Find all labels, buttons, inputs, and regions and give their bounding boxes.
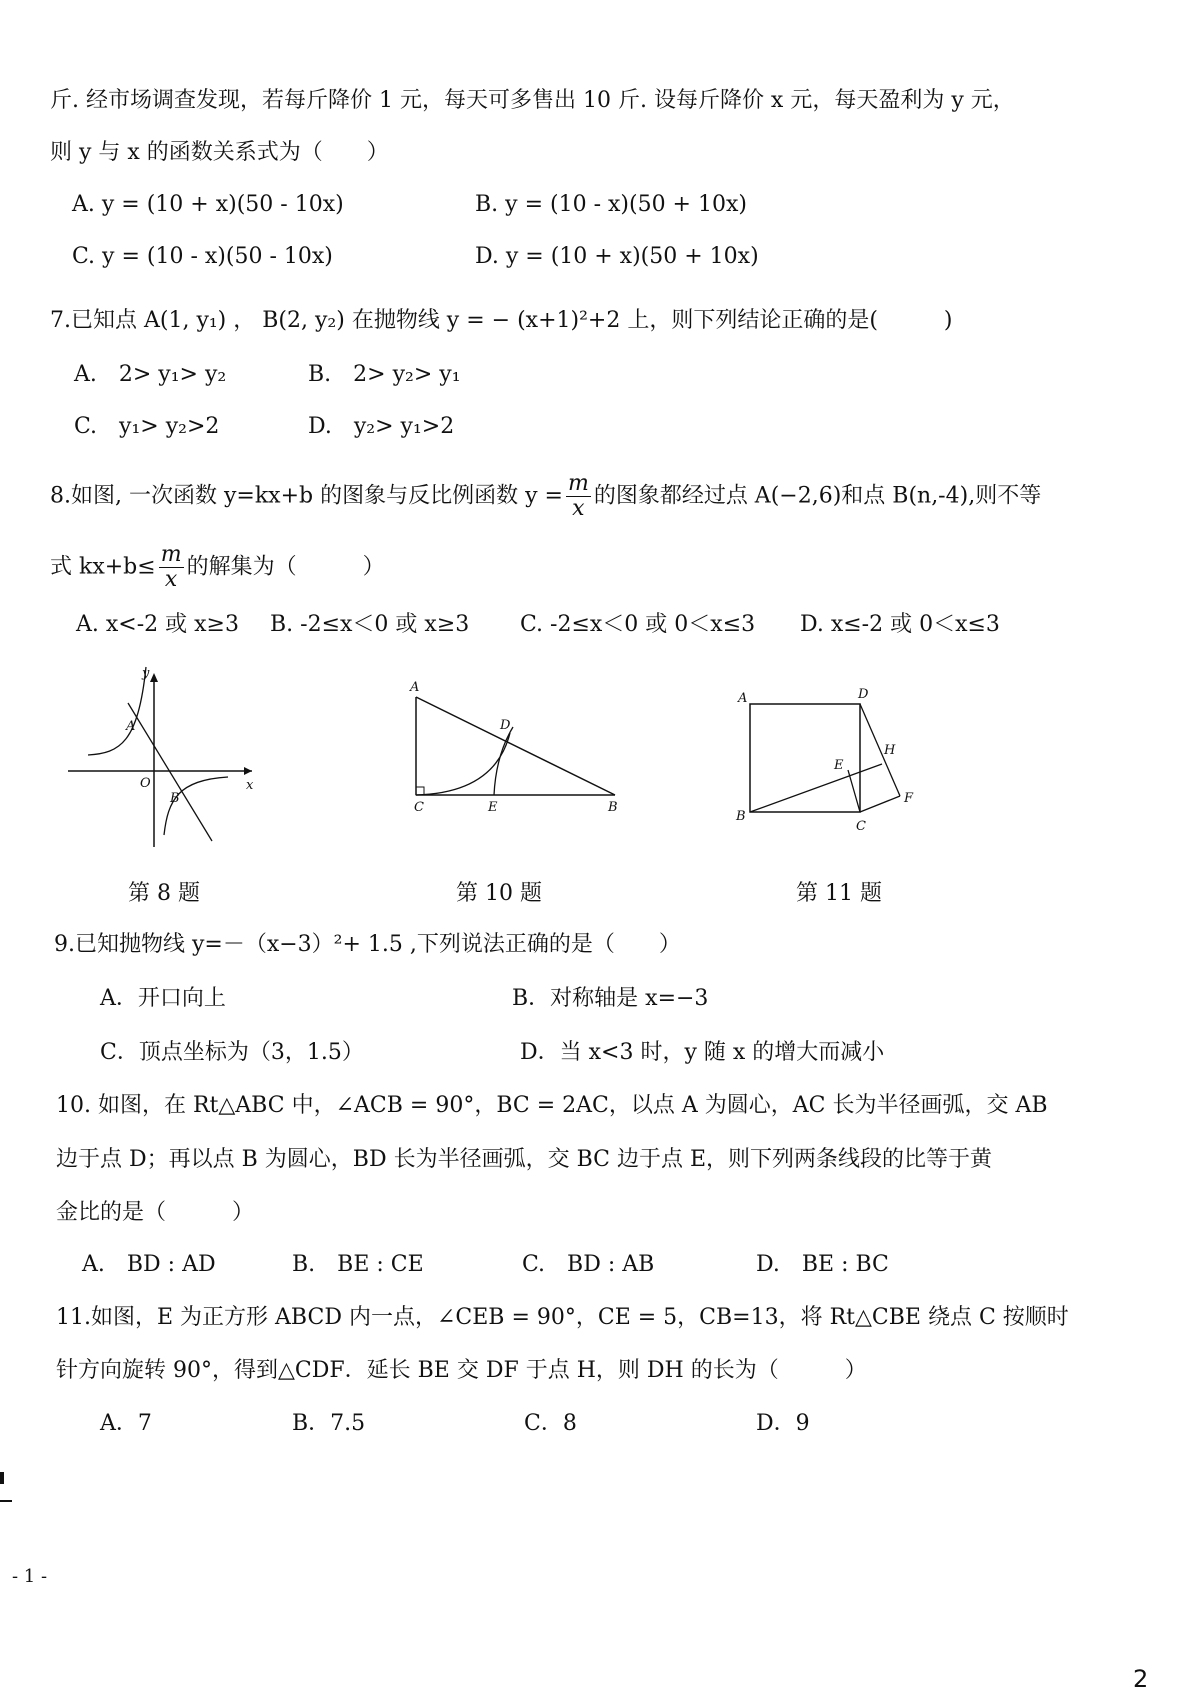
segment-bh [750, 764, 882, 812]
q10-line-2: 边于点 D；再以点 B 为圆心，BD 长为半径画弧，交 BC 边于点 E，则下列两条线段的比等于黄 [56, 1147, 993, 1172]
q11-option-d: D．9 [756, 1411, 810, 1436]
q10-option-b: B. BE : CE [292, 1252, 424, 1277]
q11-line-1: 11.如图，E 为正方形 ABCD 内一点，∠CEB = 90°，CE = 5，CB=13，将 Rt△CBE 绕点 C 按顺时 [56, 1305, 1069, 1330]
q9-option-d: D．当 x<3 时，y 随 x 的增大而减小 [520, 1040, 885, 1065]
label-o: O [140, 776, 151, 791]
q9-stem: 9.已知抛物线 y=－（x−3）²+ 1.5 ,下列说法正确的是（ ） [54, 932, 681, 957]
q8-option-d: D. x≤-2 或 0＜x≤3 [800, 612, 1000, 637]
q8-stem-part-4: 的解集为（ ） [186, 554, 385, 580]
q6-option-b: B. y = (10 - x)(50 + 10x) [475, 192, 747, 217]
page-number: 2 [1133, 1665, 1149, 1693]
q9-option-a: A．开口向上 [100, 986, 226, 1011]
q7-option-a: A. 2> y₁> y₂ [74, 362, 227, 387]
label-y: y [142, 666, 150, 681]
y-axis-arrow [150, 673, 158, 682]
label-a: A [738, 691, 748, 706]
fraction-m-over-x: $\frac{m}{x}$ [567, 471, 589, 522]
x-axis-arrow [244, 767, 252, 775]
label-e: E [834, 758, 844, 773]
q8-stem-line-1 [50, 472, 1041, 521]
label-c: C [856, 819, 866, 834]
q8-option-a: A. x<-2 或 x≥3 [76, 612, 239, 637]
hyperbola-branch-upper [88, 667, 146, 755]
square-abcd [750, 704, 860, 812]
q11-option-c: C．8 [524, 1411, 577, 1436]
hyperbola-branch-lower [164, 777, 228, 835]
q11-line-2: 针方向旋转 90°，得到△CDF．延长 BE 交 DF 于点 H，则 DH 的长为（ ） [56, 1358, 867, 1383]
label-b: B [736, 809, 746, 824]
segment-ab [416, 697, 615, 795]
q8-stem-part-1: 8.如图, 一次函数 y=kx+b 的图象与反比例函数 y = [50, 483, 563, 509]
q10-option-a: A. BD : AD [82, 1252, 216, 1277]
fraction-m-over-x-2: $\frac{m}{x}$ [160, 542, 182, 593]
label-a: A [410, 680, 420, 695]
q8-option-c: C. -2≤x＜0 或 0＜x≤3 [520, 612, 756, 637]
segment-ec [848, 770, 860, 812]
figure-10-triangle [400, 675, 640, 815]
q7-option-b: B. 2> y₂> y₁ [308, 362, 461, 387]
q10-option-d: D. BE : BC [756, 1252, 889, 1277]
q8-stem-line-2 [50, 543, 385, 592]
label-d: D [500, 718, 511, 733]
figure-11-square [730, 682, 940, 837]
figure-8-caption: 第 8 题 [128, 881, 200, 906]
scan-mark [0, 1472, 4, 1484]
label-b: B [608, 800, 618, 815]
label-f: F [904, 791, 914, 806]
q8-stem-part-3: 式 kx+b≤ [50, 554, 156, 580]
q10-option-c: C. BD : AB [522, 1252, 655, 1277]
q7-stem: 7.已知点 A(1, y₁) ， B(2, y₂) 在抛物线 y = − (x+1)²+2 上，则下列结论正确的是( ) [50, 308, 953, 333]
label-h: H [884, 743, 896, 758]
right-angle-mark [416, 787, 424, 795]
arc-centered-a [416, 733, 510, 795]
segment-cf [860, 796, 900, 812]
page-marker: - 1 - [12, 1566, 48, 1587]
label-x: x [246, 778, 254, 793]
label-c: C [414, 800, 424, 815]
label-d: D [858, 687, 869, 702]
figure-8-graph [60, 665, 260, 850]
figure-11-caption: 第 11 题 [796, 881, 882, 906]
label-a: A [126, 719, 136, 734]
q8-option-b: B. -2≤x＜0 或 x≥3 [270, 612, 470, 637]
q9-option-b: B．对称轴是 x=−3 [512, 986, 709, 1011]
q6-line-1: 斤. 经市场调查发现，若每斤降价 1 元，每天可多售出 10 斤. 设每斤降价 x 元，每天盈利为 y 元， [50, 88, 1015, 113]
linear-function-line [128, 703, 212, 841]
q10-line-3: 金比的是（ ） [56, 1200, 255, 1225]
q10-line-1: 10. 如图，在 Rt△ABC 中，∠ACB = 90°，BC = 2AC，以点 A 为圆心，AC 长为半径画弧，交 AB [56, 1093, 1048, 1118]
q7-option-c: C. y₁> y₂>2 [74, 414, 220, 439]
q11-option-a: A．7 [100, 1411, 152, 1436]
q6-line-2: 则 y 与 x 的函数关系式为（ ） [50, 140, 389, 165]
q8-stem-part-2: 的图象都经过点 A(−2,6)和点 B(n,-4),则不等 [593, 483, 1042, 509]
q7-option-d: D. y₂> y₁>2 [308, 414, 455, 439]
q6-option-c: C. y = (10 - x)(50 - 10x) [72, 244, 333, 269]
label-b: B [170, 791, 180, 806]
q9-option-c: C．顶点坐标为（3，1.5） [100, 1040, 364, 1065]
q6-option-d: D. y = (10 + x)(50 + 10x) [475, 244, 759, 269]
q6-option-a: A. y = (10 + x)(50 - 10x) [72, 192, 344, 217]
figure-10-caption: 第 10 题 [456, 881, 542, 906]
q11-option-b: B．7.5 [292, 1411, 366, 1436]
scan-mark-dash [0, 1500, 12, 1502]
label-e: E [488, 800, 498, 815]
